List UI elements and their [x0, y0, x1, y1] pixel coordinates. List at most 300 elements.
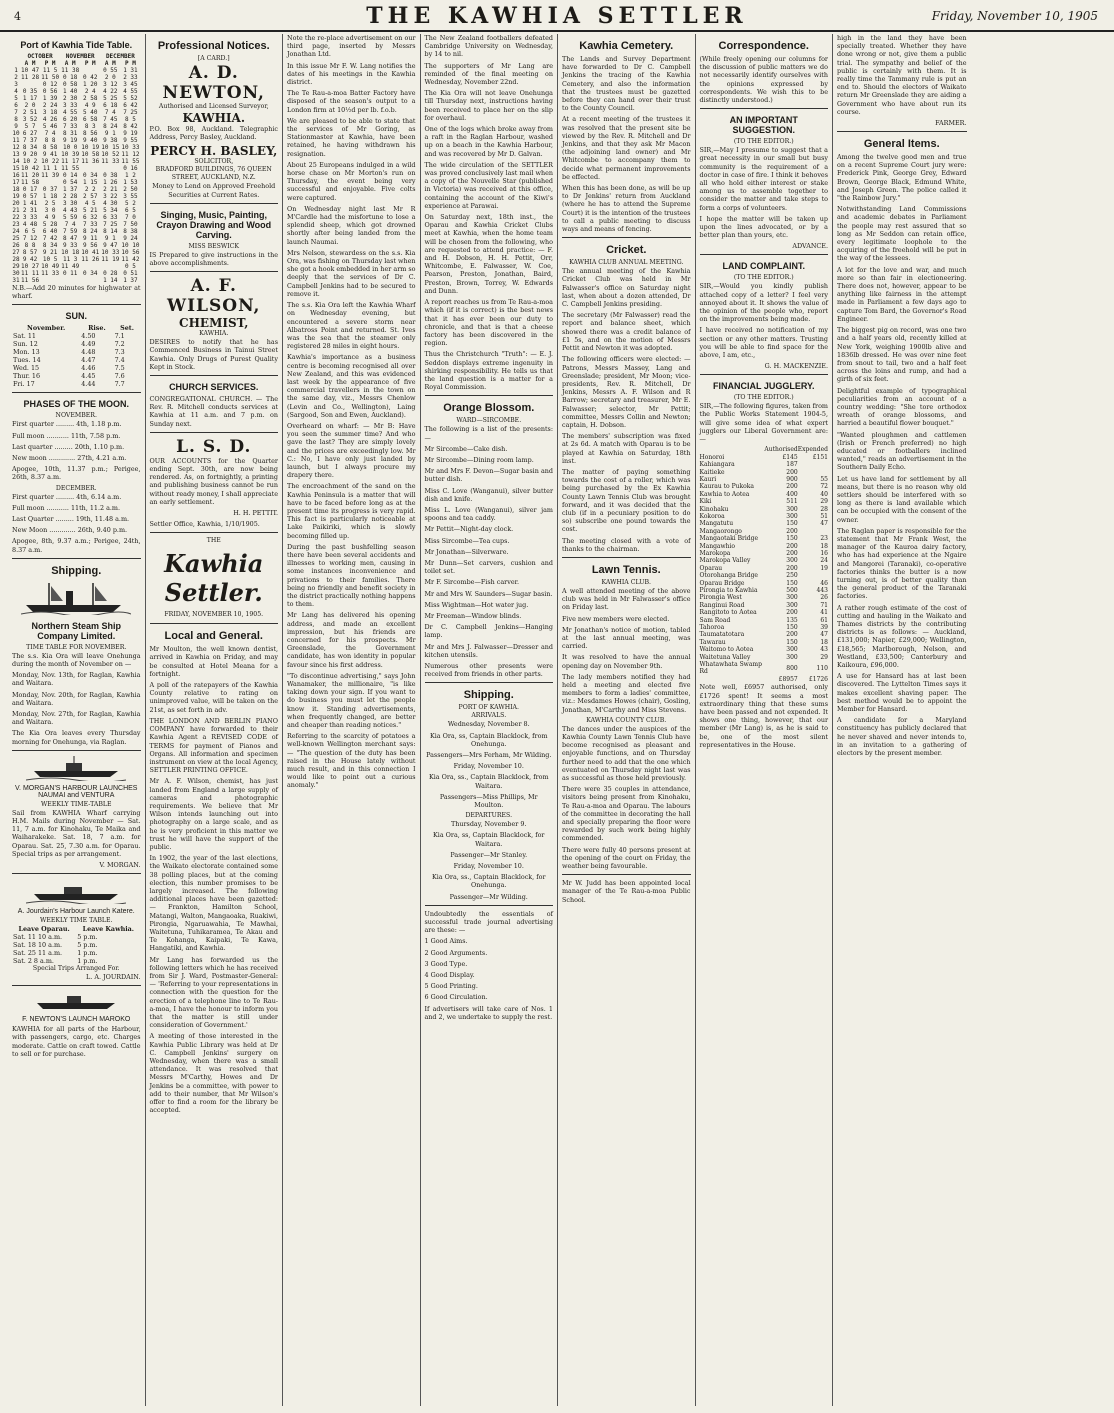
general-item: A candidate for a Maryland constituency has publicly declared that he never shaved and never intends to, in an invitation to a gathering of electors by the present member.: [837, 716, 967, 758]
departures-title: DEPARTURES.: [465, 812, 513, 820]
sun-cell: Fri. 17: [13, 380, 35, 389]
tide-cell: 0 14: [62, 172, 78, 179]
divider: [150, 203, 279, 204]
suggestion-signature: ADVANCE.: [792, 242, 828, 251]
departure-line: Passenger—Mr Wilding.: [449, 892, 528, 901]
singing-name: MISS BESWICK: [188, 242, 240, 250]
sun-cell: Tues. 14: [13, 356, 41, 365]
to-editor: (TO THE EDITOR.): [733, 138, 794, 146]
jourdain-header-cell: Leave Kawhia.: [82, 925, 135, 934]
tide-cell: 6: [14, 102, 18, 109]
tide-cell: 6 42: [123, 102, 138, 109]
sun-body: [12, 332, 141, 388]
tide-cell: [80, 277, 100, 284]
divider: [425, 905, 554, 906]
newton-launch-title: F. NEWTON'S LAUNCH MAROKO: [22, 1016, 131, 1024]
tide-cell: 3 22: [103, 193, 118, 200]
tide-cell: 8 57: [22, 249, 38, 256]
tide-cell: 7 33: [62, 123, 78, 130]
tide-cell: 2 24: [42, 102, 58, 109]
moon-phase-line: Last quarter ......... 20th, 1.10 p.m.: [12, 442, 125, 451]
tide-cell: 6 5: [24, 228, 36, 235]
present-item: Mr Sircombe—Cake dish.: [424, 444, 508, 453]
financial-cell: [798, 572, 828, 579]
financial-cell: Honoroi: [699, 453, 725, 461]
financial-body-text: Note well, £6957 authorised, only £1726 spent! It seems a most extraordinary thing that these sums have been passed and not expended. It shows one thing, however, that our member (Mr Lang) is, as he is said to be, one of the most silent representatives in the House.: [699, 683, 828, 749]
tide-cell: 10 2: [22, 158, 38, 165]
jourdain-cell: 1 p.m.: [77, 949, 98, 958]
financial-cell: 28: [820, 505, 828, 513]
tide-cell: [20, 81, 40, 88]
nss-line: The s.s. Kia Ora will leave Onehunga during the month of November on —: [12, 651, 141, 669]
wilson-body: DESIRES to notify that he has Commenced Business in Tainui Street Kawhia. Only Drugs of Purest Quality Kept in Stock.: [149, 338, 278, 371]
financial-cell: 300: [786, 594, 798, 602]
financial-cell: 500: [786, 587, 798, 595]
professional-notices-title: Professional Notices.: [157, 40, 270, 52]
financial-row: [700, 654, 829, 661]
financial-cell: 300: [786, 653, 798, 661]
news-paragraph: The Kia Ora will not leave Onehunga till Thursday next, instructions having been received to place her on the slip for overhaul.: [424, 89, 553, 122]
tide-cell: 7: [14, 109, 18, 116]
jourdain-table: [12, 925, 141, 965]
tide-cell: 4 48: [22, 221, 38, 228]
tide-cell: 2 51: [22, 109, 38, 116]
financial-total-cell: £8957: [778, 675, 798, 683]
tide-row: [12, 158, 141, 165]
sun-row: [12, 340, 141, 348]
tide-cell: 5 2: [125, 200, 136, 207]
moon-phase-line: First quarter ......... 4th, 6.14 a.m.: [12, 492, 122, 501]
jourdain-title: A. Jourdain's Harbour Launch Katere.: [17, 908, 135, 916]
jourdain-header: [12, 925, 141, 933]
tide-cell: 4 5: [84, 200, 96, 207]
financial-cell: Kokoroa: [699, 512, 725, 520]
tide-cell: 7 4: [64, 221, 76, 228]
sun-row: [12, 332, 141, 340]
news-paragraph: In 1902, the year of the last elections, the Waikato electorate contained some 38 polling places, but at the coming election, this number promises to be largely increased. The following additional places have been gazetted: — Frankton, Hamilton School, Matangi, Walton, Mangaoaka, Ruakiwi, Pirongia, Ngaruawahia, Te Mawhai, Waitetuna, Tuhikaramea, Te Akau and Te Kohanga, Kaipaki, Te Kawa, Hangatiki, and Kawhia.: [149, 854, 278, 953]
tide-cell: 10 22: [41, 158, 60, 165]
tide-cell: 11 12: [121, 151, 140, 158]
local-general-body: [150, 645, 279, 1114]
financial-cell: Pirongia to Kawhia: [699, 587, 758, 595]
sun-cell: 7.7: [114, 380, 125, 389]
tide-cell: 29: [12, 263, 20, 270]
november-title: NOVEMBER.: [55, 412, 97, 420]
column-4: [421, 34, 559, 1406]
tide-month-blank: [12, 53, 20, 60]
tide-cell: 7 50: [123, 221, 138, 228]
tide-cell: 0 38: [103, 172, 118, 179]
financial-cell: 300: [786, 512, 798, 520]
financial-cell: 200: [786, 483, 798, 491]
essential-item: 3 Good Type.: [424, 959, 468, 968]
financial-row: [700, 565, 829, 572]
sun-cell: 4.48: [81, 348, 96, 357]
tide-cell: 3 52: [22, 116, 38, 123]
financial-cell: Mangaotaki Bridge: [699, 535, 758, 543]
column-4-body: [425, 34, 554, 391]
sun-cell: 7.4: [114, 356, 125, 365]
general-item: Notwithstanding Land Commissions and academic debates in Parliament the people may rest assured that so long as Mr Seddon can retain office, every legitimate loophole to the acquiring of the freehold will be put in the way of the lessees.: [837, 205, 967, 263]
tide-cell: 6 32: [83, 214, 98, 221]
sun-cell: 4.47: [81, 356, 96, 365]
column-6: [696, 34, 834, 1406]
tide-header-cell: P M: [44, 60, 56, 67]
tide-table-title: Port of Kawhia Tide Table.: [20, 40, 133, 50]
tide-cell: 0 16: [123, 165, 138, 172]
tide-cell: 7 25: [123, 109, 138, 116]
tide-cell: 10 18: [61, 249, 80, 256]
financial-cell: 200: [786, 468, 798, 476]
arrivals-title: ARRIVALS.: [471, 712, 507, 720]
present-item: Mr F. Sircombe—Fish carver.: [424, 578, 519, 587]
tide-cell: 5 25: [103, 95, 118, 102]
financial-cell: [798, 461, 828, 468]
news-paragraph: The s.s. Kia Ora left the Kawhia Wharf on Wednesday evening, but encountered a severe storm near Albatross Point and returned. St. Ives was the sea that the steamer only registered 28 miles in eight hours.: [287, 301, 416, 351]
tide-cell: 10 42: [21, 165, 40, 172]
tide-cell: 10 15: [101, 144, 120, 151]
tide-row: [12, 186, 141, 193]
paper-the: THE: [206, 537, 221, 545]
sun-cell: 7.2: [114, 340, 125, 349]
launch-icon: [26, 755, 126, 781]
divider: [700, 374, 829, 375]
tide-cell: 8 24: [83, 228, 98, 235]
tide-row: [12, 256, 141, 263]
financial-cell: Mangaorongo: [699, 527, 742, 535]
sun-cell: 4.49: [81, 340, 96, 349]
tide-row: [12, 130, 141, 137]
tide-table: [12, 53, 141, 284]
tide-cell: 9 33: [62, 242, 78, 249]
tide-cell: 22: [12, 214, 20, 221]
financial-cell: Kawhia to Aotea: [699, 490, 750, 498]
general-item: Let us have land for settlement by all means, but there is no reason why old settlers should be interfered with so long as there is land available which can be occupied with the consent of the owner.: [837, 474, 967, 524]
news-paragraph: It was resolved to have the annual opening day on November 9th.: [562, 653, 691, 670]
tide-cell: 0 42: [83, 74, 98, 81]
moon-phase-line: First quarter ......... 4th, 1.18 p.m.: [12, 420, 122, 429]
tide-header-row: [12, 60, 141, 67]
departures-list: [425, 820, 554, 901]
sun-row: [12, 364, 141, 372]
financial-cell: 41: [820, 609, 828, 617]
financial-row: [700, 580, 829, 587]
shipping-title-2: Shipping.: [463, 689, 514, 702]
moon-phase-line: Full moon ........... 11th, 11.2 a.m.: [12, 503, 121, 512]
tide-cell: 10: [12, 130, 20, 137]
general-item: A rather rough estimate of the cost of cutting and hauling in the Waikato and Thames districts by the contributing districts is as follows: — Auckland, £131,000; Napier, £29,000; Wellington, £18,565; Marlborough, Nelson, and Westland, £33,500; Canterbury and Kaikoura, £96,000.: [837, 603, 967, 670]
county-club-body: [562, 725, 691, 870]
news-paragraph: THE LONDON AND BERLIN PIANO COMPANY have forwarded to their Kawhia Agent a REVISED CODE of TERMS for payment of Pianos and Organs. All information and specimen instrument on view at the local Agency, SETTLER PRINTING OFFICE.: [149, 716, 278, 775]
tide-cell: 1 14: [103, 277, 118, 284]
general-items-title: General Items.: [863, 138, 940, 151]
financial-cell: 150: [786, 624, 798, 632]
basley-address: BRADFORD BUILDINGS, 76 QUEEN STREET, AUCKLAND, N.Z.: [155, 166, 272, 182]
cricket-body: [562, 267, 691, 553]
tide-row: [12, 263, 141, 270]
tide-cell: 11 28: [21, 74, 40, 81]
issue-date: Friday, November 10, 1905: [931, 9, 1098, 23]
columns: [8, 34, 1108, 1406]
tide-cell: 7 59: [62, 228, 78, 235]
tide-cell: 6 20: [62, 116, 78, 123]
financial-cell: 71: [820, 601, 828, 609]
tide-cell: 8 34: [42, 242, 58, 249]
divider: [150, 532, 279, 533]
divider: [12, 873, 141, 874]
moon-phase-line: New moon ............. 27th, 4.21 a.m.: [12, 454, 127, 463]
general-item: The biggest pig on record, was one two and a half years old, recently killed at New York, weighing 1900lb alive and 1836lb dressed. He was over nine feet from snout to tail, two and a half feet across the loins and rump, and had a girth of six feet.: [837, 326, 967, 384]
divider: [12, 985, 141, 986]
financial-row: [700, 631, 829, 638]
tide-header-cell: A M: [24, 60, 36, 67]
sun-title: SUN.: [65, 311, 87, 322]
financial-cell: 19: [820, 564, 828, 572]
tide-cell: 5 7: [24, 123, 36, 130]
financial-cell: £151: [812, 453, 828, 461]
tide-cell: 2 30: [62, 95, 78, 102]
lsd-signature: H. H. PETTIT.: [233, 509, 278, 518]
tide-cell: [60, 277, 80, 284]
divider: [700, 108, 829, 109]
financial-header-cell: Authorised: [764, 446, 798, 454]
tide-cell: 10 56: [121, 249, 140, 256]
present-item: Mr Dunn—Set carvers, cushion and toilet set.: [424, 558, 553, 576]
tide-cell: 2 0: [104, 74, 116, 81]
tide-cell: 0 11: [62, 270, 78, 277]
financial-cell: 200: [786, 549, 798, 557]
news-paragraph: Kawhia's importance as a business centre is becoming recognised all over New Zealand, and this was evidenced last week by the appearance of five commercial travellers in the town on the same day, viz., Messrs Chenlow (Levin and Co., Wellington), Laing (Sargood, Son and Ewen, Auckland).: [287, 353, 416, 419]
financial-jugglery-title: FINANCIAL JUGGLERY.: [712, 381, 815, 392]
tide-cell: 7 4: [44, 130, 56, 137]
news-paragraph: The encroachment of the sand on the Kawhia Peninsula is a matter that will have to be faced before long as at the present time its progress is very rapid. This fact is particularly noticeable at Lake Paikiriki, which is slowly becoming filled up.: [287, 482, 416, 540]
present-item: Miss L. Love (Wanganui), silver jam spoons and tea caddy.: [424, 505, 553, 523]
december-title: DECEMBER.: [55, 484, 97, 492]
sun-header-cell: Set.: [120, 324, 134, 333]
sun-header-row: [12, 324, 141, 332]
sun-header-cell: Rise.: [88, 324, 106, 333]
tide-cell: 6 5: [125, 207, 136, 214]
tide-cell: 1 2: [125, 172, 136, 179]
tide-cell: 10 19: [81, 144, 100, 151]
tide-cell: 6 33: [103, 214, 118, 221]
divider: [12, 558, 141, 559]
financial-cell: Whatawhata Swamp Rd: [699, 661, 762, 676]
tide-cell: 5: [14, 95, 18, 102]
news-paragraph: In this issue Mr F. W. Lang notifies the dates of his meetings in the Kawhia district.: [287, 61, 416, 87]
tide-cell: 8 14: [103, 228, 118, 235]
tide-row: [12, 179, 141, 186]
tide-cell: 31: [12, 277, 20, 284]
tide-cell: 9 20: [22, 151, 38, 158]
orange-blossom-title: Orange Blossom.: [443, 402, 535, 415]
tide-cell: 3 18: [42, 109, 58, 116]
financial-row: [700, 572, 829, 579]
news-paragraph: On Saturday next, 18th inst., the Oparau and Kawhia Cricket Clubs meet at Kawhia, when the home team will be chosen from the following, who are requested to attend practice: — F. and H. Dobson, H. H. Pettit, Orr, Whitcombe, E. Falwasser, W. Coe, Pearson, Preston, Jonathan, Baird, Preston, Brown, Torrey, W. Edwards and Dunn.: [424, 213, 553, 295]
jourdain-header-cell: Leave Oparau.: [18, 925, 70, 934]
financial-cell: 47: [820, 520, 828, 528]
divider: [562, 557, 691, 558]
financial-cell: 47: [820, 631, 828, 639]
tide-cell: 20: [12, 200, 20, 207]
tide-cell: 11 11: [21, 270, 40, 277]
financial-cell: 187: [786, 461, 798, 469]
financial-cell: 200: [786, 542, 798, 550]
arrival-line: Kia Ora, ss., Captain Blacklock, from Waitara.: [428, 773, 549, 790]
judd-notice: Mr W. Judd has been appointed local manager of the Te Rau-a-moa Public School.: [562, 879, 691, 904]
tide-cell: 10 39: [61, 151, 80, 158]
financial-cell: 72: [820, 483, 828, 491]
tennis-subtitle: KAWHIA CLUB.: [601, 578, 651, 586]
sun-cell: Wed. 15: [13, 364, 40, 373]
tide-cell: 7 12: [22, 235, 38, 242]
tide-cell: 1 40: [62, 88, 78, 95]
tide-cell: 9 19: [62, 137, 78, 144]
financial-cell: Kinohaku: [699, 505, 729, 513]
present-item: Mr and Mrs F. Devon—Sugar basin and butter dish.: [424, 467, 553, 484]
tide-cell: 1 15: [83, 179, 98, 186]
tide-cell: 10 27: [21, 263, 40, 270]
moon-phase-line: New Moon ............. 26th, 9.40 p.m.: [12, 526, 128, 535]
departure-line: Kia Ora, ss., Captain Blacklock, for Onehunga.: [431, 873, 546, 890]
financial-cell: Taumatatotara: [699, 631, 745, 639]
news-paragraph: One of the logs which broke away from a raft in the Raglan Harbour, washed up on a beach in the Kawhia Harbour, and was recovered by Mr D. Galvan.: [424, 125, 553, 158]
financial-row: [700, 661, 829, 676]
financial-cell: Oparau Bridge: [699, 579, 745, 587]
tide-cell: [80, 67, 100, 74]
financial-row: [700, 469, 829, 476]
sun-cell: 7.5: [114, 364, 125, 373]
column-3-body: [287, 34, 416, 790]
tide-cell: 1 20: [83, 81, 98, 88]
financial-row: [700, 513, 829, 520]
tide-cell: 3 33: [62, 102, 78, 109]
financial-cell: 40: [820, 490, 828, 498]
tide-cell: 11 42: [121, 256, 140, 263]
lsd-title: L. S. D.: [176, 436, 252, 457]
basley-note: Money to Lend on Approved Freehold Securities at Current Rates.: [152, 182, 276, 199]
nss-line: Monday, Nov. 27th, for Raglan, Kawhia and Waitara.: [12, 710, 141, 727]
land-complaint-body: [700, 282, 829, 359]
financial-row: [700, 535, 829, 542]
arrival-line: Friday, November 10.: [453, 762, 524, 771]
presents-list: [425, 445, 554, 659]
tide-cell: [40, 179, 60, 186]
tide-cell: 10 33: [121, 144, 140, 151]
present-item: Mr Jonathan—Silverware.: [424, 547, 509, 556]
page-number: 4: [14, 10, 21, 23]
financial-row: [700, 454, 829, 461]
tide-cell: 3 30: [62, 200, 78, 207]
tide-cell: 8 38: [123, 228, 138, 235]
morgan-signature: V. MORGAN.: [99, 861, 141, 870]
jourdain-cell: 5 p.m.: [77, 933, 98, 942]
essential-item: 2 Good Arguments.: [424, 948, 488, 957]
tennis-body: [562, 587, 691, 714]
tide-cell: 3 45: [123, 81, 138, 88]
tide-cell: 11 33: [101, 158, 120, 165]
orange-blossom-intro: The following is a list of the presents: —: [424, 425, 553, 442]
news-paragraph: Mr Lang has forwarded us the following letters which he has received from Sir J. Ward, Postmaster-General: — 'Referring to your representations in connection with the question for the erection of a telephone line to Te Rau-a-moa, I have the honour to inform you that the matter is still under consideration of Government.': [149, 955, 278, 1030]
tide-row: [12, 116, 141, 123]
sun-cell: 7.3: [114, 348, 125, 357]
sun-cell: Sun. 12: [13, 340, 38, 349]
tide-cell: 0 35: [22, 88, 38, 95]
tide-cell: 0 54: [62, 179, 78, 186]
financial-cell: Waitetuna Valley: [699, 653, 751, 661]
tide-cell: 11 17: [61, 158, 80, 165]
wilson-place: KAWHIA.: [199, 330, 229, 338]
card-label: [A CARD.]: [197, 55, 230, 62]
tide-cell: 9 38: [103, 137, 118, 144]
financial-cell: Ranginui Road: [699, 601, 745, 609]
sun-cell: 4.45: [81, 372, 96, 381]
tide-row: [12, 214, 141, 221]
land-complaint-title: LAND COMPLAINT.: [722, 261, 805, 272]
financial-cell: 26: [820, 594, 828, 602]
jourdain-row: [12, 941, 141, 949]
tide-cell: 3 0: [44, 207, 56, 214]
tide-cell: 9 21: [42, 249, 58, 256]
sun-cell: 4.50: [81, 332, 96, 341]
tide-cell: 10 58: [81, 151, 100, 158]
tide-cell: 11 3: [62, 256, 78, 263]
tide-cell: 8 3: [84, 123, 96, 130]
tide-cell: 7 25: [103, 221, 118, 228]
financial-row: [700, 617, 829, 624]
financial-row: [700, 476, 829, 483]
financial-cell: 135: [786, 616, 798, 624]
financial-row: [700, 483, 829, 490]
financial-cell: 511: [786, 498, 798, 506]
tide-cell: 0 5: [125, 263, 136, 270]
general-item: The Raglan paper is responsible for the statement that Mr Frank West, the manager of the Kauroa dairy factory, who has had experience at the Ngaire and Mangorei (Taranaki), co-operative factories thinks the butter is a now turning out, is of better quality than the general product of the Taranaki factories.: [837, 526, 967, 601]
financial-intro: SIR,—The following figures, taken from the Public Works Statement 1904-5, will give some idea of what expert jugglers our Liberal Government are: —: [699, 402, 828, 444]
tide-cell: 8 8: [44, 137, 56, 144]
financial-cell: 300: [786, 646, 798, 654]
financial-cell: Tawarau: [699, 638, 726, 646]
sun-row: [12, 380, 141, 388]
tide-row: [12, 200, 141, 207]
tide-cell: 24: [12, 228, 20, 235]
news-paragraph: We are pleased to be able to state that the services of Mr Goring, as Stationmaster at Kawhia, have been retained, he having withdrawn his resignation.: [287, 116, 416, 158]
news-paragraph: A report reaches us from Te Rau-a-moa which (if it is correct) is the best news that it has ever been our duty to chronicle, and that is that a cheese factory has been discovered in the region.: [424, 298, 553, 348]
tide-cell: 2 5: [44, 200, 56, 207]
financial-cell: 150: [786, 520, 798, 528]
tide-row: [12, 270, 141, 277]
divider: [425, 395, 554, 396]
news-paragraph: On Wednesday night last Mr R M'Cardle had the misfortune to lose a splendid sheep, which got drowned shortly after being landed from the launch Naumai.: [287, 204, 416, 246]
tide-cell: 3 55: [123, 193, 138, 200]
tide-cell: 0 17: [22, 186, 38, 193]
essentials-foot: If advertisers will take care of Nos. 1 and 2, we undertake to supply the rest.: [424, 1004, 553, 1021]
tide-cell: 9 24: [123, 235, 138, 242]
financial-row: [700, 609, 829, 616]
jourdain-cell: 1 p.m.: [77, 957, 98, 966]
tide-row: [12, 193, 141, 200]
tide-cell: 11 20: [21, 172, 40, 179]
tide-cell: 11 56: [21, 277, 40, 284]
tide-cell: 8 56: [83, 130, 98, 137]
arrival-line: Kia Ora, ss, Captain Blacklock, from Onehunga.: [429, 731, 548, 748]
news-paragraph: A meeting of those interested in the Kawhia Public Library was held at Dr C. Campbell Jenkins' surgery on Wednesday, when there was a small attendance. It was resolved that Messrs M'Carthy, Howes and Dr Jenkins be a committee, with power to add to their number, that Mr Wilson's offer to find a room for the library be accepted.: [149, 1032, 278, 1115]
newton-address: P.O. Box 98, Auckland. Telegraphic Address, Percy Basley, Auckland.: [149, 125, 278, 142]
divider: [837, 131, 967, 132]
divider: [562, 237, 691, 238]
financial-cell: Otorohanga Bridge: [699, 572, 758, 580]
port-title: PORT OF KAWHIA.: [458, 704, 519, 712]
tide-cell: 10 5: [42, 256, 58, 263]
